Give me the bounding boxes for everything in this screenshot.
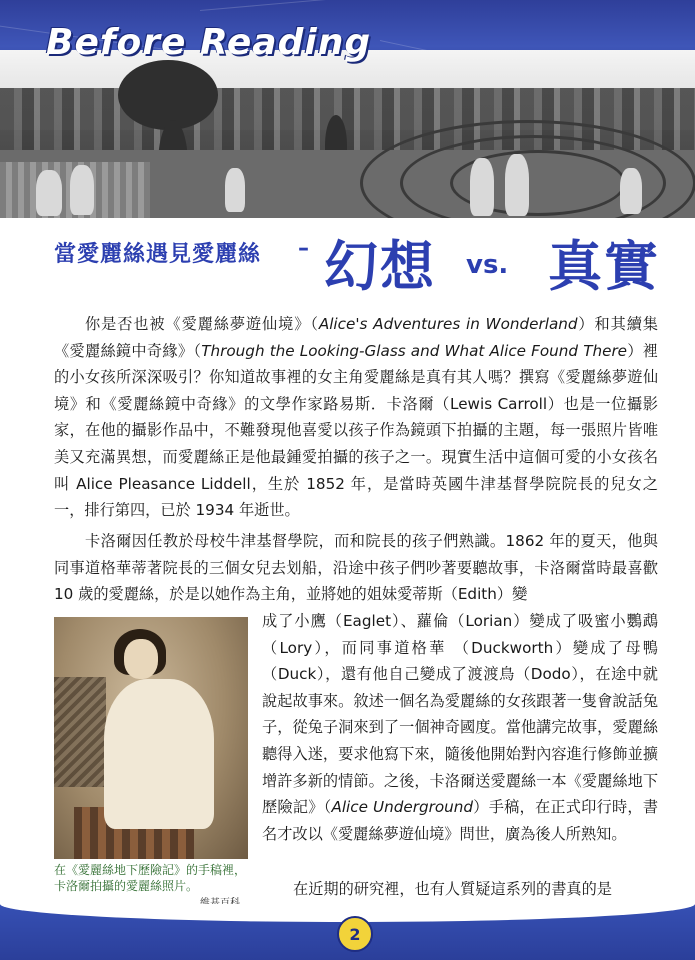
headline-subtitle: 當愛麗絲遇見愛麗絲	[54, 242, 262, 267]
text-run: ）和其續集《愛麗絲鏡中奇緣》（	[54, 315, 658, 360]
article-headline	[54, 224, 674, 296]
text-run: ）裡的小女孩所深深吸引？你知道故事裡的女主角愛麗絲是真有其人嗎？撰寫《愛麗絲夢遊仙境》和《愛麗絲鏡中奇緣》的文學作家路易斯．卡洛爾（Lewis Carroll）也是一位攝影家，在他的攝影作品中，不難發現他喜愛以孩子作為鏡頭下拍攝的主題，每一張照片皆唯美又充滿異想，而愛麗絲正是他最鍾愛拍攝的孩子之一。現實生活中這個可愛的小女孩名叫 Alice Pleasance Liddell，生於 1852 年，是當時英國牛津基督學院院長的兒女之一，排行第四，已於 1934 年逝世。	[54, 341, 658, 520]
book-title-en: Alice's Adventures in Wonderland	[318, 315, 578, 333]
face	[124, 639, 158, 679]
page-number-badge: 2	[337, 916, 373, 952]
figure	[225, 168, 245, 212]
figure	[36, 170, 62, 216]
fern-plant	[54, 677, 106, 787]
text-run: ）手稿，在正式印行時，書名才改以《愛麗絲夢遊仙境》問世，廣為後人所熟知。	[262, 798, 659, 843]
book-title-en: Through the Looking-Glass and What Alice Found There	[201, 341, 628, 360]
paragraph-3: 在近期的研究裡，也有人質疑這系列的書真的是	[293, 880, 612, 898]
paragraph-1	[54, 311, 658, 524]
figure	[470, 158, 494, 216]
figure	[620, 168, 642, 214]
figure	[70, 165, 94, 215]
headline-word-reality: 真實	[548, 235, 660, 298]
book-title-en: Alice Underground	[331, 798, 474, 817]
paragraph-2-full: 卡洛爾因任教於母校牛津基督學院，而和院長的孩子們熟識。1862 年的夏天，他與同事道格華蒂著院長的三個女兒去划船，沿途中孩子們吵著要聽故事，卡洛爾當時最喜歡 10 歲的愛麗絲，於是以她作為主角，並將她的姐妹愛蒂斯（Edith）變	[54, 532, 658, 604]
garden-maze-photo	[0, 50, 695, 218]
white-dress	[104, 679, 214, 829]
figure	[505, 154, 529, 216]
photo-caption: 在《愛麗絲地下歷險記》的手稿裡，卡洛爾拍攝的愛麗絲照片。	[54, 863, 247, 893]
alice-liddell-photo	[54, 617, 248, 859]
headline-vs: vs.	[466, 250, 509, 280]
headline-word-fantasy: 幻想	[324, 235, 436, 298]
paragraph-2-wrap	[262, 608, 658, 847]
headline-dash: –	[298, 236, 309, 261]
text-run: 你是否也被《愛麗絲夢遊仙境》（	[85, 315, 319, 333]
topiary-tree	[118, 60, 218, 130]
text-run: 成了小鷹（Eaglet）、蘿倫（Lorian）變成了吸蜜小鸚鵡（Lory），而同事道格華 （Duckworth）變成了母鴨（Duck），還有他自己變成了渡渡鳥（Dodo），在途中就說起故事來。敘述一個名為愛麗絲的女孩跟著一隻會說話兔子，從兔子洞來到了一個神奇國度。當他講完故事，愛麗絲聽得入迷，要求他寫下來，隨後他開始對內容進行修飾並擴增許多新的情節。之後，卡洛爾送愛麗絲一本《愛麗絲地下歷險記》（	[262, 612, 658, 817]
section-title: Before Reading	[46, 22, 372, 63]
map-line-decoration	[200, 0, 695, 11]
